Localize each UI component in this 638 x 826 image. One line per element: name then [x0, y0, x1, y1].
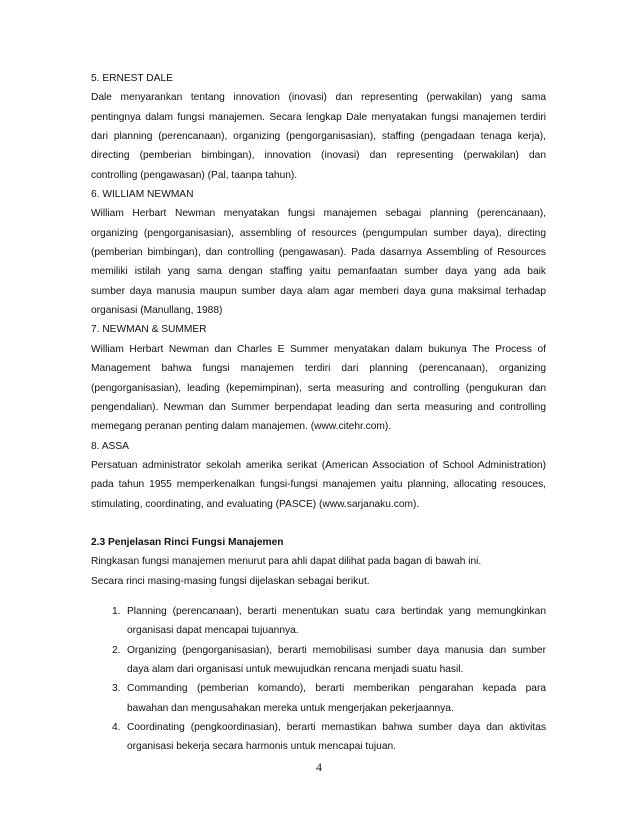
paragraph-line: organizing (pengorganisasian), assembling of resources (pengumpulan sumber daya), directing	[91, 227, 546, 239]
paragraph-line: directing (pemberian bimbingan), innovation (inovasi) dan representing (perwakilan) dan	[91, 150, 546, 162]
paragraph-line: Management bahwa fungsi manajemen terdiri dari planning (perencanaan), organizing	[91, 363, 546, 375]
list-item-text: Organizing (pengorganisasian), berarti memobilisasi sumber daya manusia dan sumber	[127, 644, 546, 656]
paragraph-line: William Herbart Newman dan Charles E Summer menyatakan dalam bukunya The Process of	[91, 343, 546, 355]
paragraph-line: Persatuan administrator sekolah amerika serikat (American Association of School Administration)	[91, 459, 546, 471]
list-item-text: Coordinating (pengkoordinasian), berarti memastikan bahwa sumber daya dan aktivitas	[127, 722, 546, 733]
subsection-2-3	[91, 533, 546, 757]
list-item	[91, 641, 546, 680]
list-item	[91, 718, 546, 757]
list-number: 1.	[112, 605, 121, 617]
paragraph-line: stimulating, coordinating, and evaluating (PASCE) (www.sarjanaku.com).	[91, 498, 420, 510]
section-heading: 7. NEWMAN & SUMMER	[91, 324, 207, 336]
paragraph-line: organisasi (Manullang, 1988)	[91, 305, 223, 317]
document-body	[91, 69, 546, 757]
intro-line: Ringkasan fungsi manajemen menurut para ahli dapat dilihat pada bagan di bawah ini.	[91, 556, 482, 568]
paragraph-line: (pengorganisasian), leading (kepemimpinan), serta measuring and controlling (pengukuran dan	[91, 382, 546, 394]
spacer	[91, 514, 546, 533]
page-number: 4	[316, 760, 322, 774]
list-item-line	[91, 718, 546, 737]
list-item	[91, 602, 546, 641]
paragraph-line: dari planning (perencanaan), organizing (pengorganisasian), staffing (pengadaan tenaga kerja),	[91, 131, 546, 143]
list-item-line: organisasi bekerja secara harmonis untuk mencapai tujuan.	[127, 741, 396, 753]
section-ernest-dale	[91, 69, 546, 185]
list-item-line: bawahan dan mengusahakan mereka untuk mengerjakan pekerjaannya.	[127, 702, 454, 714]
paragraph-line: pengendalian). Newman dan Summer berpendapat leading dan serta measuring and controlling	[91, 401, 546, 413]
list-item-line	[91, 641, 546, 660]
section-william-newman	[91, 185, 546, 320]
list-item	[91, 679, 546, 718]
list-item-line: organisasi dapat mencapai tujuannya.	[127, 625, 299, 637]
section-assa	[91, 437, 546, 514]
section-heading: 8. ASSA	[91, 440, 129, 452]
paragraph-line: memiliki istilah yang sama dengan staffing yaitu pemanfaatan sumber daya yang ada baik	[91, 266, 546, 278]
list-item-text: Planning (perencanaan), berarti menentukan suatu cara bertindak yang memungkinkan	[127, 605, 546, 617]
section-newman-summer	[91, 320, 546, 436]
section-heading: 6. WILLIAM NEWMAN	[91, 189, 194, 201]
paragraph-line: memegang peranan penting dalam manajemen. (www.citehr.com).	[91, 421, 392, 433]
paragraph-line: pentingnya dalam fungsi manajemen. Secara lengkap Dale menyatakan fungsi manajemen terdiri	[91, 111, 546, 123]
paragraph-line: (pemberian bimbingan), dan controlling (pengawasan). Pada dasarnya Assembling of Resources	[91, 247, 546, 259]
paragraph-line: Dale menyarankan tentang innovation (inovasi) dan representing (perwakilan) yang sama	[91, 92, 546, 104]
paragraph-line: sumber daya manusia maupun sumber daya alam agar memberi daya guna maksimal terhadap	[91, 285, 546, 297]
paragraph-line: pada tahun 1955 memperkenalkan fungsi-fungsi manajemen yaitu planning, allocating resouces,	[91, 479, 546, 491]
paragraph-line: William Herbart Newman menyatakan fungsi manajemen sebagai planning (perencanaan),	[91, 208, 546, 220]
list-number: 3.	[112, 683, 121, 695]
list-number: 4.	[112, 722, 121, 733]
paragraph-line: controlling (pengawasan) (Pal, taanpa tahun).	[91, 169, 298, 181]
subsection-title: 2.3 Penjelasan Rinci Fungsi Manajemen	[91, 536, 284, 548]
spacer	[91, 591, 546, 602]
list-item-text: Commanding (pemberian komando), berarti memberikan pengarahan kepada para	[127, 683, 546, 695]
intro-line: Secara rinci masing-masing fungsi dijelaskan sebagai berikut.	[91, 575, 370, 587]
list-number: 2.	[112, 644, 121, 656]
list-item-line: daya alam dari organisasi untuk mewujudkan rencana menjadi suatu hasil.	[127, 663, 464, 675]
list-item-line	[91, 602, 546, 621]
section-heading: 5. ERNEST DALE	[91, 73, 173, 84]
list-item-line	[91, 679, 546, 698]
